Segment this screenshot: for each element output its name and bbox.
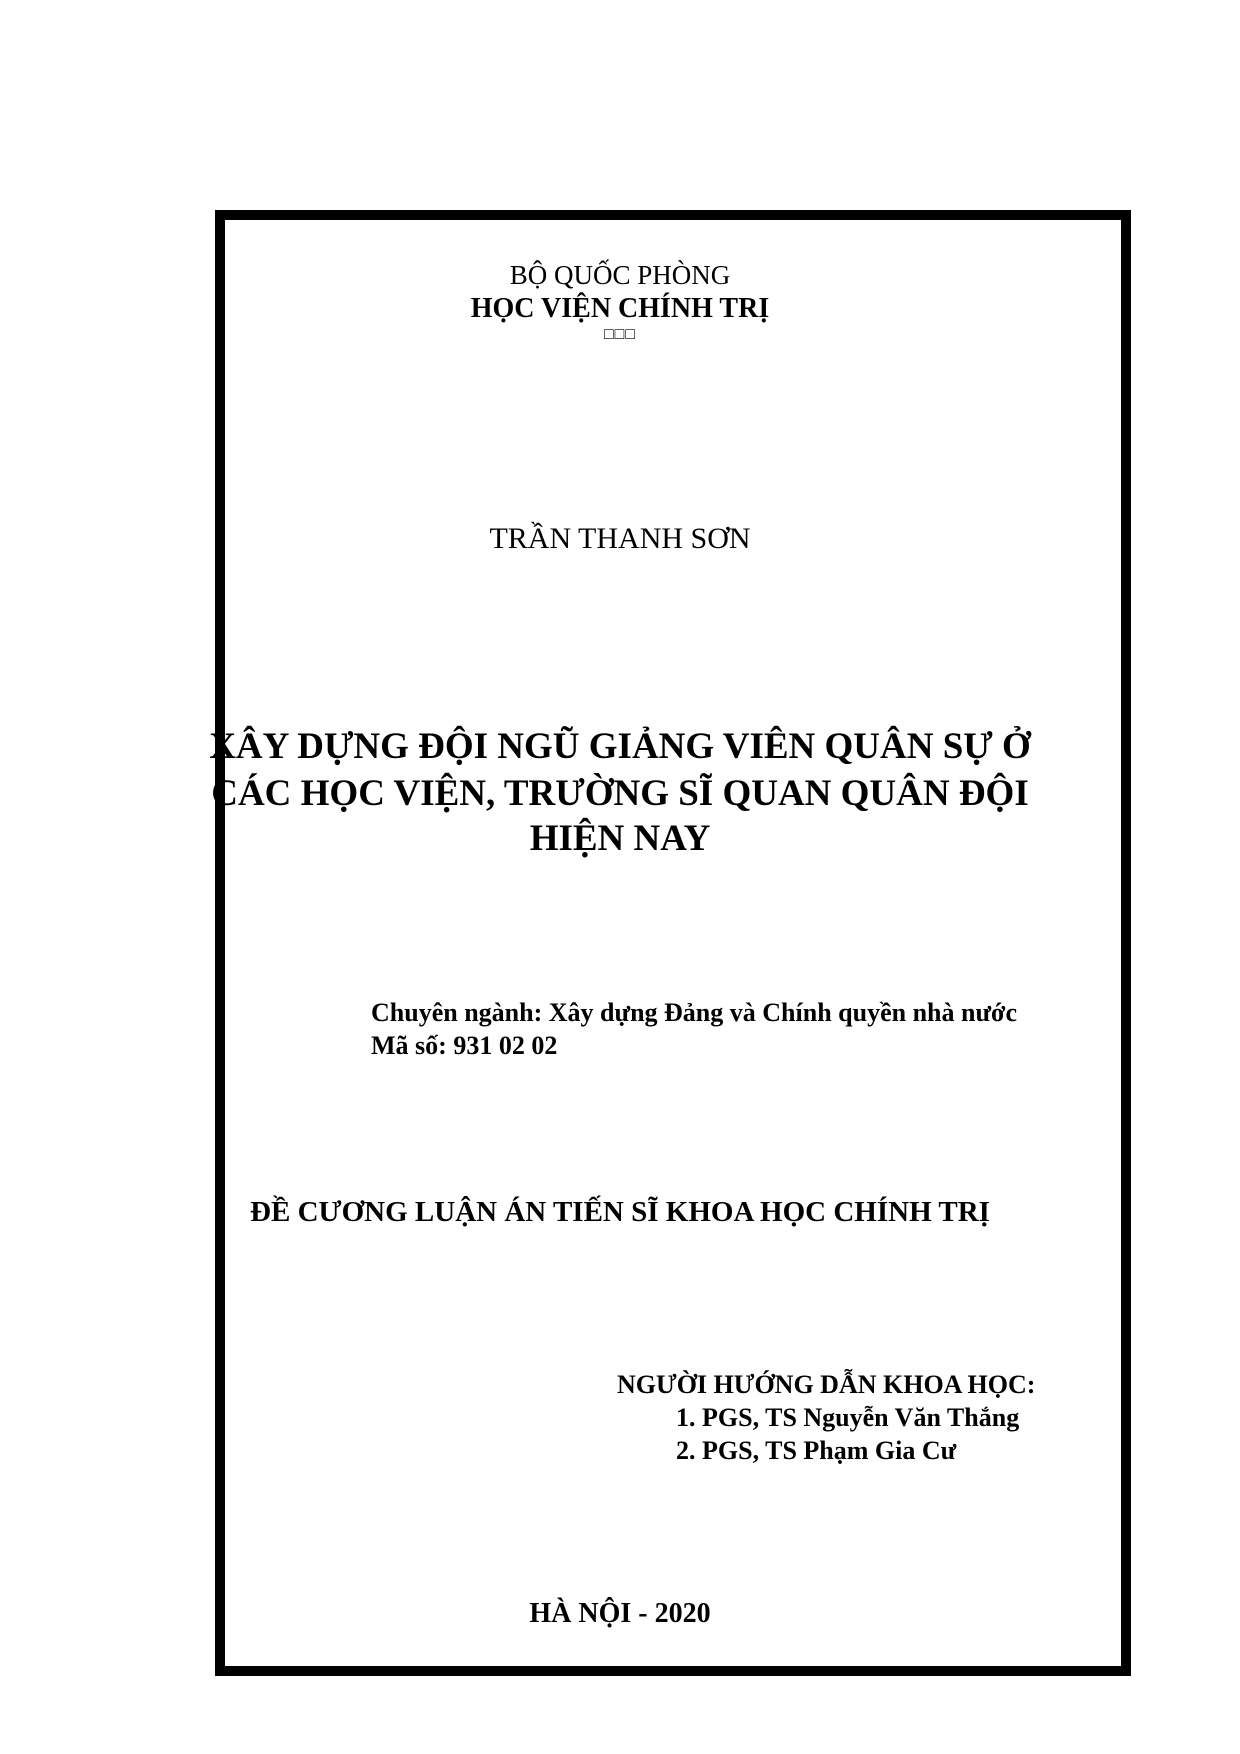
academy-name: HỌC VIỆN CHÍNH TRỊ [470,293,770,324]
page-border [215,210,1131,1676]
place-year: HÀ NỘI - 2020 [529,1598,711,1629]
advisor-item: 1. PGS, TS Nguyễn Văn Thắng [676,1403,1020,1432]
document-type: ĐỀ CƯƠNG LUẬN ÁN TIẾN SĨ KHOA HỌC CHÍNH TRỊ [250,1196,990,1228]
ministry-name: BỘ QUỐC PHÒNG [509,260,731,290]
specialization-major: Chuyên ngành: Xây dựng Đảng và Chính quyền nhà nước [371,998,1017,1027]
specialization-code: Mã số: 931 02 02 [371,1031,558,1060]
thesis-title-line-1: XÂY DỰNG ĐỘI NGŨ GIẢNG VIÊN QUÂN SỰ Ở [209,726,1031,767]
author-name: TRẦN THANH SƠN [489,522,751,555]
header-ornament: □□□ [604,326,636,343]
advisors-heading: NGƯỜI HƯỚNG DẪN KHOA HỌC: [617,1370,1036,1399]
thesis-title-line-3: HIỆN NAY [529,818,711,859]
advisor-item: 2. PGS, TS Phạm Gia Cư [676,1436,957,1465]
thesis-title-line-2: CÁC HỌC VIỆN, TRƯỜNG SĨ QUAN QUÂN ĐỘI [211,773,1029,814]
